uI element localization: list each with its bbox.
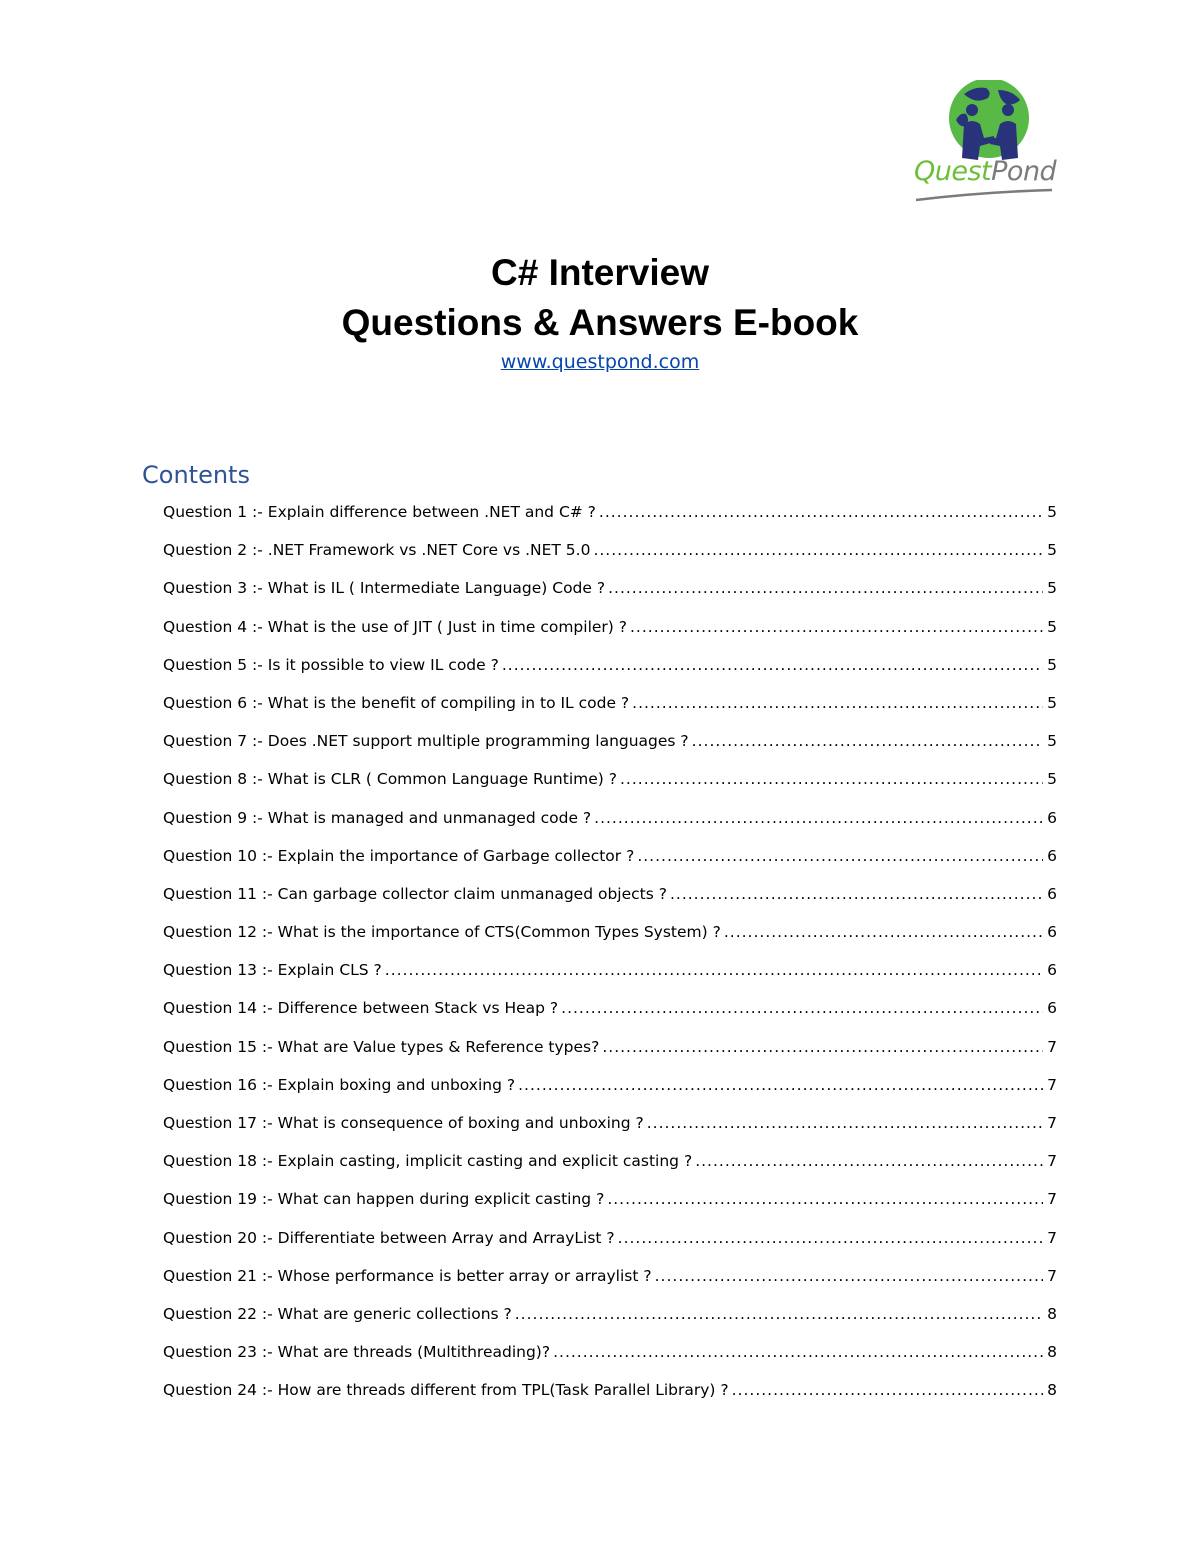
toc-entry[interactable] — [163, 996, 1057, 1034]
toc-entry[interactable] — [163, 1378, 1057, 1416]
toc-entry-page: 7 — [1047, 1075, 1057, 1094]
toc-entry[interactable] — [163, 1111, 1057, 1149]
toc-leader-dots — [607, 1187, 1043, 1211]
toc-entry-label: Question 18 :- Explain casting, implicit casting and explicit casting ? — [163, 1152, 693, 1171]
toc-entry-label: Question 1 :- Explain difference between .NET and C# ? — [163, 503, 596, 521]
toc-leader-dots — [385, 958, 1043, 982]
toc-entry-page: 8 — [1047, 1381, 1057, 1400]
toc-leader-dots — [602, 1035, 1043, 1059]
toc-leader-dots — [561, 996, 1043, 1020]
toc-entry[interactable] — [163, 958, 1057, 996]
toc-entry-label: Question 3 :- What is IL ( Intermediate Language) Code ? — [163, 579, 606, 598]
toc-entry-label: Question 19 :- What can happen during explicit casting ? — [163, 1190, 605, 1209]
toc-entry-label: Question 7 :- Does .NET support multiple programming languages ? — [163, 732, 689, 751]
toc-entry-page: 7 — [1047, 1037, 1057, 1056]
toc-entry-page: 5 — [1047, 541, 1057, 560]
toc-entry-label: Question 20 :- Differentiate between Array and ArrayList ? — [163, 1228, 615, 1247]
toc-entry-label: Question 15 :- What are Value types & Reference types? — [163, 1037, 600, 1056]
toc-entry-label: Question 5 :- Is it possible to view IL code ? — [163, 655, 499, 674]
toc-entry-label: Question 24 :- How are threads different from TPL(Task Parallel Library) ? — [163, 1381, 729, 1400]
toc-entry-label: Question 22 :- What are generic collections ? — [163, 1304, 512, 1323]
toc-leader-dots — [724, 920, 1043, 944]
toc-entry-label: Question 21 :- Whose performance is better array or arraylist ? — [163, 1266, 652, 1285]
toc-entry-label: Question 12 :- What is the importance of CTS(Common Types System) ? — [163, 923, 721, 942]
toc-leader-dots — [655, 1264, 1043, 1288]
document-title-line1: C# Interview — [491, 252, 709, 293]
toc-leader-dots — [593, 538, 1043, 562]
toc-entry-label: Question 23 :- What are threads (Multithreading)? — [163, 1343, 551, 1362]
toc-entry[interactable] — [163, 1340, 1057, 1378]
table-of-contents — [163, 500, 1057, 1417]
logo-word-pond: Pond — [991, 156, 1057, 187]
toc-entry[interactable] — [163, 767, 1057, 805]
toc-entry[interactable] — [163, 1073, 1057, 1111]
toc-entry-label: Question 4 :- What is the use of JIT ( Just in time compiler) ? — [163, 617, 627, 636]
toc-entry-page: 8 — [1047, 1343, 1057, 1362]
toc-entry[interactable] — [163, 500, 1057, 538]
toc-leader-dots — [515, 1302, 1043, 1326]
toc-entry[interactable] — [163, 576, 1057, 614]
toc-entry-page: 5 — [1047, 579, 1057, 598]
toc-entry-page: 5 — [1047, 617, 1057, 636]
toc-entry[interactable] — [163, 653, 1057, 691]
toc-leader-dots — [695, 1149, 1043, 1173]
toc-leader-dots — [632, 691, 1043, 715]
toc-entry-page: 5 — [1047, 503, 1057, 521]
toc-leader-dots — [670, 882, 1043, 906]
toc-entry-page: 7 — [1047, 1152, 1057, 1171]
toc-entry-label: Question 2 :- .NET Framework vs .NET Core vs .NET 5.0 — [163, 541, 591, 560]
toc-entry-label: Question 14 :- Difference between Stack vs Heap ? — [163, 999, 559, 1018]
toc-entry-page: 8 — [1047, 1304, 1057, 1323]
toc-leader-dots — [620, 767, 1043, 791]
toc-entry-label: Question 17 :- What is consequence of boxing and unboxing ? — [163, 1114, 644, 1132]
toc-leader-dots — [692, 729, 1043, 753]
toc-entry-label: Question 9 :- What is managed and unmanaged code ? — [163, 808, 592, 827]
toc-leader-dots — [594, 806, 1043, 830]
toc-entry[interactable] — [163, 920, 1057, 958]
toc-leader-dots — [518, 1073, 1043, 1097]
toc-entry-label: Question 11 :- Can garbage collector claim unmanaged objects ? — [163, 884, 667, 903]
toc-entry[interactable] — [163, 1226, 1057, 1264]
toc-entry-page: 7 — [1047, 1228, 1057, 1247]
toc-entry[interactable] — [163, 691, 1057, 729]
toc-leader-dots — [732, 1378, 1043, 1402]
toc-entry-page: 5 — [1047, 693, 1057, 712]
toc-entry-page: 6 — [1047, 846, 1057, 865]
toc-entry-page: 6 — [1047, 999, 1057, 1018]
toc-entry[interactable] — [163, 538, 1057, 576]
contents-heading: Contents — [142, 461, 250, 489]
toc-entry-label: Question 13 :- Explain CLS ? — [163, 961, 382, 980]
toc-entry[interactable] — [163, 1149, 1057, 1187]
toc-entry[interactable] — [163, 882, 1057, 920]
toc-entry[interactable] — [163, 844, 1057, 882]
toc-entry-page: 5 — [1047, 770, 1057, 789]
toc-leader-dots — [637, 844, 1043, 868]
toc-entry-page: 6 — [1047, 961, 1057, 980]
toc-entry[interactable] — [163, 1264, 1057, 1302]
globe-handshake-icon — [912, 80, 1062, 160]
toc-entry-page: 6 — [1047, 808, 1057, 827]
toc-leader-dots — [630, 615, 1043, 639]
questpond-logo — [912, 80, 1062, 210]
toc-entry-label: Question 10 :- Explain the importance of Garbage collector ? — [163, 846, 635, 865]
toc-entry[interactable] — [163, 1035, 1057, 1073]
toc-leader-dots — [618, 1226, 1043, 1250]
toc-entry[interactable] — [163, 1187, 1057, 1225]
toc-entry-page: 7 — [1047, 1190, 1057, 1209]
toc-leader-dots — [599, 500, 1043, 524]
logo-swoosh-icon — [912, 184, 1062, 204]
toc-leader-dots — [647, 1111, 1043, 1135]
toc-leader-dots — [553, 1340, 1043, 1364]
toc-entry-page: 5 — [1047, 655, 1057, 674]
toc-entry-page: 6 — [1047, 884, 1057, 903]
toc-entry-label: Question 16 :- Explain boxing and unboxing ? — [163, 1075, 516, 1094]
toc-entry-page: 5 — [1047, 732, 1057, 751]
toc-entry-label: Question 8 :- What is CLR ( Common Language Runtime) ? — [163, 770, 617, 789]
toc-entry[interactable] — [163, 1302, 1057, 1340]
toc-leader-dots — [608, 576, 1043, 600]
toc-entry-page: 7 — [1047, 1266, 1057, 1285]
logo-wordmark — [914, 158, 1056, 185]
document-title-line2: Questions & Answers E-book — [341, 302, 859, 343]
toc-entry-page: 7 — [1047, 1114, 1057, 1132]
toc-entry[interactable] — [163, 729, 1057, 767]
toc-entry[interactable] — [163, 806, 1057, 844]
toc-entry-label: Question 6 :- What is the benefit of compiling in to IL code ? — [163, 693, 630, 712]
website-link[interactable]: www.questpond.com — [500, 351, 700, 373]
toc-entry[interactable] — [163, 615, 1057, 653]
toc-leader-dots — [502, 653, 1043, 677]
toc-entry-page: 6 — [1047, 923, 1057, 942]
logo-word-quest: Quest — [914, 156, 992, 187]
